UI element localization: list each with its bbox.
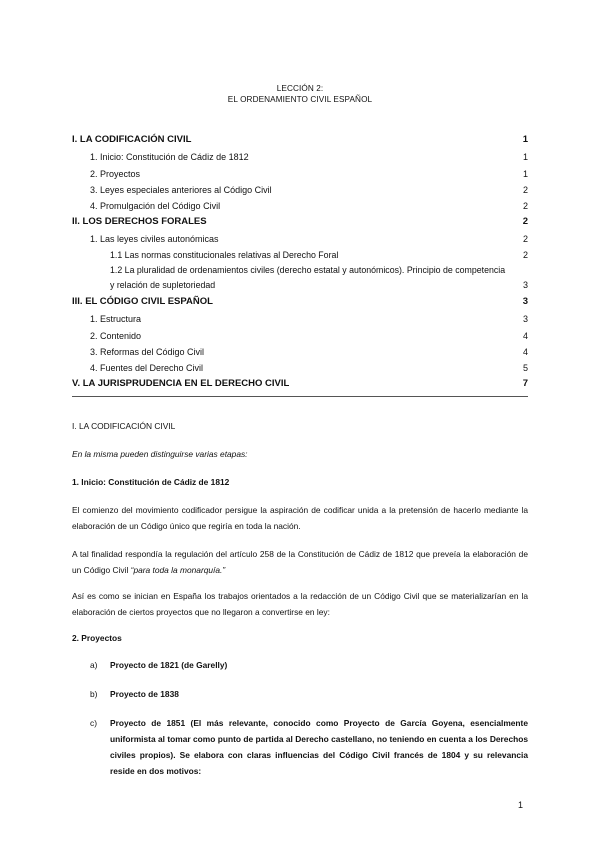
toc-label: 4. Fuentes del Derecho Civil — [90, 363, 204, 373]
paragraph-text: A tal finalidad respondía la regulación del artículo 258 de la Constitución de Cádiz de 1812 que preveía la elaboración de un Código Civil — [72, 549, 528, 575]
subsection-heading: 1. Inicio: Constitución de Cádiz de 1812 — [72, 477, 230, 487]
toc-label: V. LA JURISPRUDENCIA EN EL DERECHO CIVIL — [72, 378, 290, 389]
toc-label: 1. Estructura — [90, 314, 142, 324]
toc-page: 2 — [522, 234, 528, 244]
intro-text: En la misma pueden distinguirse varias etapas: — [72, 449, 248, 459]
page-number: 1 — [518, 800, 524, 810]
toc-label: 3. Leyes especiales anteriores al Código Civil — [90, 185, 272, 195]
toc-label: 4. Promulgación del Código Civil — [90, 201, 221, 211]
paragraph — [72, 546, 528, 578]
list-marker: b) — [90, 689, 98, 699]
toc-page: 3 — [522, 280, 528, 290]
toc-label: 2. Proyectos — [90, 169, 141, 179]
toc-label: 3. Reformas del Código Civil — [90, 347, 205, 357]
toc-label-wrapped[interactable]: 1.2 La pluralidad de ordenamientos civiles (derecho estatal y autonómicos). Principio de competencia y relación de supletoriedad — [110, 265, 506, 290]
toc-label: 1. Las leyes civiles autonómicas — [90, 234, 219, 244]
list-item: Proyecto de 1838 — [110, 689, 179, 699]
lesson-number: LECCIÓN 2: — [276, 84, 324, 93]
paragraph: Así es como se inician en España los trabajos orientados a la redacción de un Código Civil que se materializarían en la elaboración de ciertos proyectos que no llegaron a convertirse en ley: — [72, 591, 528, 617]
toc-page: 3 — [522, 296, 528, 307]
toc-page: 1 — [522, 152, 528, 162]
toc-label: I. LA CODIFICACIÓN CIVIL — [72, 134, 192, 145]
list-marker: a) — [90, 660, 98, 670]
toc-page: 4 — [522, 331, 528, 341]
toc-label: III. EL CÓDIGO CIVIL ESPAÑOL — [72, 296, 213, 307]
toc-page: 2 — [522, 250, 528, 260]
toc-page: 2 — [522, 185, 528, 195]
list-marker: c) — [90, 718, 97, 728]
paragraph: El comienzo del movimiento codificador persigue la aspiración de codificar unida a la pretensión de hacerlo mediante la elaboración de un Código único que regiría en toda la nación. — [72, 505, 528, 531]
toc-page: 4 — [522, 347, 528, 357]
toc-page: 2 — [522, 216, 528, 227]
toc-page: 2 — [522, 201, 528, 211]
list-item: Proyecto de 1851 (El más relevante, conocido como Proyecto de García Goyena, esencialmente uniformista al tomar como punto de partida al Derecho castellano, no teniendo en cuenta a los Derechos civiles propios). Se elabora con claras influencias del Código Civil francés de 1804 y su relevancia reside en dos motivos: — [110, 718, 528, 776]
toc-label: 1. Inicio: Constitución de Cádiz de 1812 — [90, 152, 249, 162]
subsection-heading: 2. Proyectos — [72, 633, 122, 643]
toc-divider — [72, 396, 528, 397]
section-heading: I. LA CODIFICACIÓN CIVIL — [72, 421, 176, 431]
toc-label: II. LOS DERECHOS FORALES — [72, 216, 207, 227]
list-item: Proyecto de 1821 (de Garelly) — [110, 660, 228, 670]
quote-text: “para toda la monarquía.” — [130, 565, 226, 575]
toc-label: 2. Contenido — [90, 331, 142, 341]
lesson-title: EL ORDENAMIENTO CIVIL ESPAÑOL — [227, 95, 373, 104]
toc-page: 5 — [522, 363, 528, 373]
toc-label: 1.1 Las normas constitucionales relativas al Derecho Foral — [110, 250, 339, 260]
toc-page: 3 — [522, 314, 528, 324]
toc-page: 1 — [522, 169, 528, 179]
toc-page: 1 — [522, 134, 528, 145]
toc-page: 7 — [522, 378, 528, 389]
